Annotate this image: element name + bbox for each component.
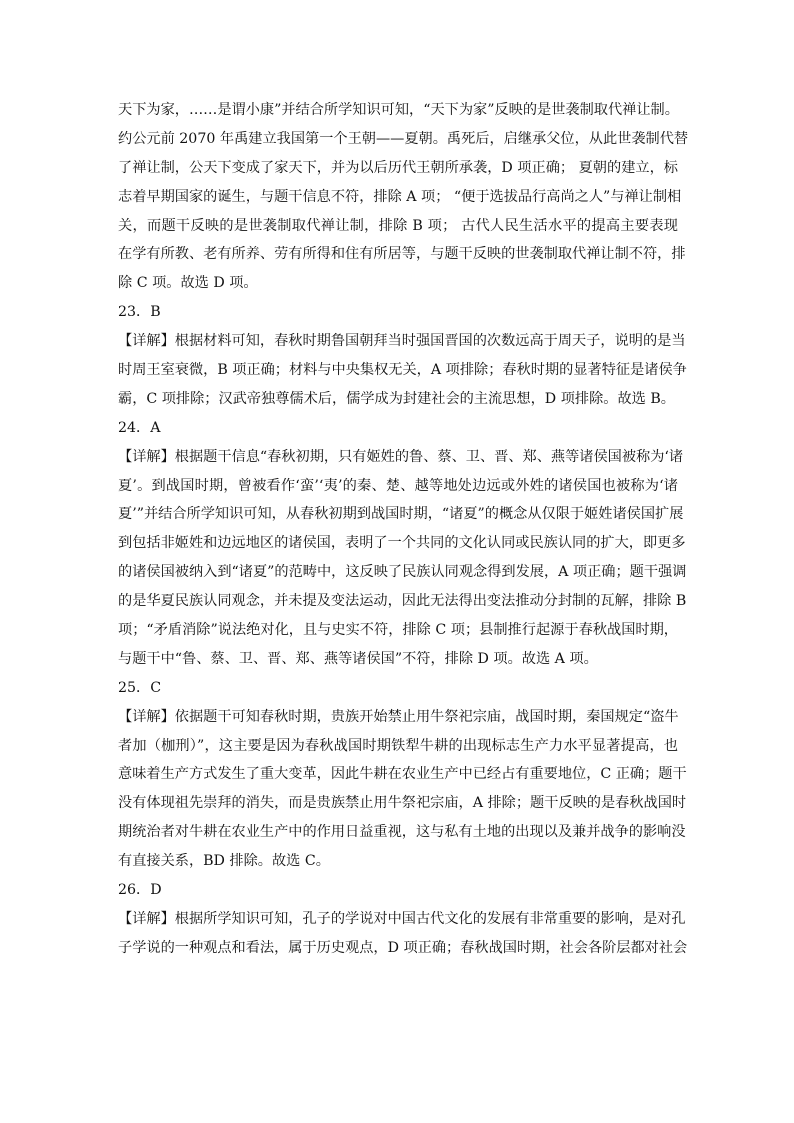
answer-number: 24．A — [118, 419, 161, 436]
text-line: 天下为家，……是谓小康”并结合所学知识可知，“天下为家”反映的是世袭制取代禅让制。 — [118, 102, 679, 118]
text-line: 有直接关系，BD 排除。故选 C。 — [118, 853, 330, 870]
text-line: 没有体现祖先崇拜的消失，而是贵族禁止用牛祭祀宗庙，A 排除；题干反映的是春秋战国时 — [118, 795, 687, 812]
text-line: 项；“矛盾消除”说法绝对化，且与史实不符，排除 C 项；县制推行起源于春秋战国时期， — [118, 622, 678, 639]
explanation-line: 【详解】依据题干可知春秋时期，贵族开始禁止用牛祭祀宗庙，战国时期，秦国规定“盗牛 — [118, 708, 679, 725]
text-line: 期统治者对牛耕在农业生产中的作用日益重视，这与私有土地的出现以及兼并战争的影响没 — [118, 824, 686, 841]
answer-number: 26．D — [118, 882, 162, 899]
text-line: 约公元前 2070 年禹建立我国第一个王朝——夏朝。禹死后，启继承父位，从此世袭制代替 — [118, 130, 689, 147]
text-line: 的是华夏民族认同观念，并未提及变法运动，因此无法得出变法推动分封制的瓦解，排除 B — [118, 593, 687, 610]
explanation-line: 【详解】根据材料可知，春秋时期鲁国朝拜当时强国晋国的次数远高于周天子，说明的是当 — [118, 333, 686, 350]
text-line: 了禅让制，公天下变成了家天下，并为以后历代王朝所承袭，D 项正确； 夏朝的建立，标 — [118, 159, 678, 176]
text-line: 霸，C 项排除；汉武帝独尊儒术后，儒学成为封建社会的主流思想，D 项排除。故选 B。 — [118, 390, 675, 407]
answer-number: 25．C — [118, 679, 162, 696]
text-line: 的诸侯国被纳入到“诸夏”的范畴中，这反映了民族认同观念得到发展，A 项正确；题干强调 — [118, 564, 687, 581]
text-line: 者加（枷刑）”，这主要是因为春秋战国时期铁犁牛耕的出现标志生产力水平显著提高，也 — [118, 737, 678, 754]
text-line: 关，而题干反映的是世袭制取代禅让制，排除 B 项； 古代人民生活水平的提高主要表现 — [118, 217, 678, 234]
text-line: 夏’”并结合所学知识可知，从春秋初期到战国时期，“诸夏”的概念从仅限于姬姓诸侯国扩展 — [118, 506, 684, 523]
text-line: 夏’。到战国时期，曾被看作‘蛮’‘夷’的秦、楚、越等地处边远或外姓的诸侯国也被称为‘诸 — [118, 477, 678, 494]
document-body — [118, 96, 689, 963]
text-line: 时周王室衰微，B 项正确；材料与中央集权无关，A 项排除；春秋时期的显著特征是诸侯争 — [118, 362, 687, 379]
explanation-line: 【详解】根据题干信息“春秋初期，只有姬姓的鲁、蔡、卫、晋、郑、燕等诸侯国被称为‘诸 — [118, 448, 684, 465]
answer-number: 23．B — [118, 304, 161, 321]
text-line: 与题干中“鲁、蔡、卫、晋、郑、燕等诸侯国”不符，排除 D 项。故选 A 项。 — [118, 650, 598, 667]
text-line: 志着早期国家的诞生，与题干信息不符，排除 A 项； “便于选拔品行高尚之人”与禅让制相 — [118, 188, 682, 205]
explanation-line: 【详解】根据所学知识可知，孔子的学说对中国古代文化的发展有非常重要的影响，是对孔 — [118, 910, 686, 927]
text-line: 子学说的一种观点和看法，属于历史观点，D 项正确；春秋战国时期，社会各阶层都对社会 — [118, 939, 688, 956]
text-line: 在学有所教、老有所养、劳有所得和住有所居等，与题干反映的世袭制取代禅让制不符，排 — [118, 246, 686, 263]
text-line: 到包括非姬姓和边远地区的诸侯国，表明了一个共同的文化认同或民族认同的扩大，即更多 — [118, 535, 686, 552]
text-line: 意味着生产方式发生了重大变革，因此牛耕在农业生产中已经占有重要地位，C 正确；题干 — [118, 766, 687, 783]
text-line: 除 C 项。故选 D 项。 — [118, 275, 258, 292]
